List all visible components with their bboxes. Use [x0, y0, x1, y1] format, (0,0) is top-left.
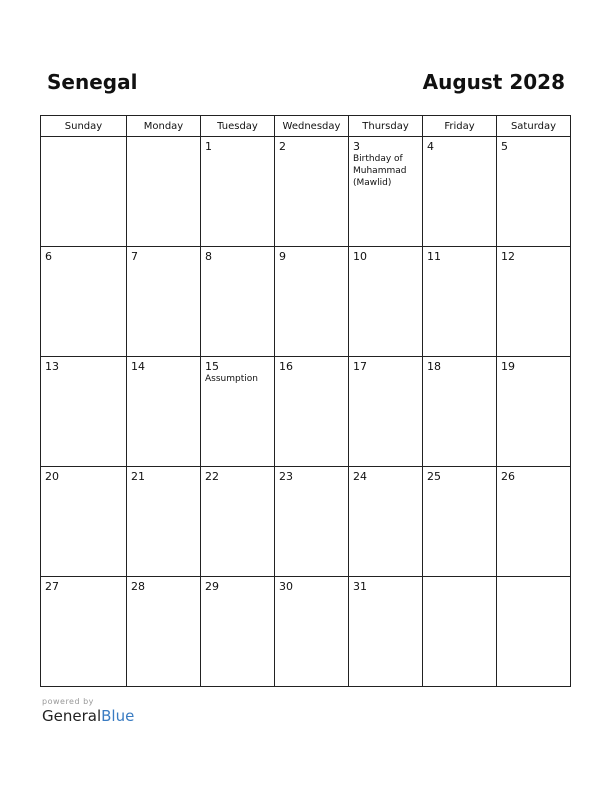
day-number: 2 [279, 140, 286, 153]
day-cell [349, 467, 423, 577]
day-number: 17 [353, 360, 367, 373]
day-cell [497, 137, 571, 247]
day-cell [275, 467, 349, 577]
holiday-label: Assumption [205, 374, 258, 384]
day-number: 1 [205, 140, 212, 153]
day-number: 28 [131, 580, 145, 593]
weekday-friday: Friday [423, 116, 497, 137]
calendar-grid [40, 115, 571, 687]
day-number: 8 [205, 250, 212, 263]
weekday-wednesday: Wednesday [275, 116, 349, 137]
holiday-label: Birthday of Muhammad (Mawlid) [353, 154, 407, 188]
day-cell [349, 137, 423, 247]
weekday-monday: Monday [127, 116, 201, 137]
day-number: 10 [353, 250, 367, 263]
day-number: 29 [205, 580, 219, 593]
day-cell [423, 357, 497, 467]
brand-logo[interactable] [42, 707, 134, 725]
day-number: 6 [45, 250, 52, 263]
day-number: 9 [279, 250, 286, 263]
day-number: 12 [501, 250, 515, 263]
day-cell [127, 357, 201, 467]
day-number: 30 [279, 580, 293, 593]
day-number: 24 [353, 470, 367, 483]
weekday-sunday: Sunday [41, 116, 127, 137]
day-number: 26 [501, 470, 515, 483]
day-cell [497, 247, 571, 357]
day-number: 31 [353, 580, 367, 593]
brand-name-blue: Blue [101, 707, 135, 725]
weekday-thursday: Thursday [349, 116, 423, 137]
day-cell [497, 467, 571, 577]
day-cell [41, 137, 127, 247]
day-number: 15 [205, 360, 219, 373]
day-cell [423, 467, 497, 577]
day-cell [275, 137, 349, 247]
day-number: 27 [45, 580, 59, 593]
week-row [41, 467, 571, 577]
day-number: 5 [501, 140, 508, 153]
day-cell [349, 577, 423, 687]
day-cell [497, 357, 571, 467]
weekday-tuesday: Tuesday [201, 116, 275, 137]
week-row [41, 357, 571, 467]
day-cell [201, 467, 275, 577]
day-cell [349, 357, 423, 467]
day-cell [423, 137, 497, 247]
day-cell [41, 247, 127, 357]
day-number: 25 [427, 470, 441, 483]
day-number: 11 [427, 250, 441, 263]
day-number: 4 [427, 140, 434, 153]
country-title: Senegal [47, 70, 138, 94]
day-cell [423, 247, 497, 357]
day-cell [275, 247, 349, 357]
day-cell [127, 137, 201, 247]
day-cell [127, 467, 201, 577]
day-cell [201, 577, 275, 687]
day-cell [423, 577, 497, 687]
day-cell [201, 137, 275, 247]
day-number: 7 [131, 250, 138, 263]
powered-by-text: powered by [42, 697, 94, 706]
day-cell [41, 357, 127, 467]
day-cell [41, 577, 127, 687]
day-cell [349, 247, 423, 357]
day-cell [497, 577, 571, 687]
day-number: 16 [279, 360, 293, 373]
day-cell [127, 247, 201, 357]
day-cell [275, 357, 349, 467]
weekday-header-row [41, 116, 571, 137]
day-number: 19 [501, 360, 515, 373]
day-cell [275, 577, 349, 687]
day-number: 23 [279, 470, 293, 483]
day-cell [201, 247, 275, 357]
footer-branding [42, 697, 134, 725]
day-cell [201, 357, 275, 467]
day-number: 3 [353, 140, 360, 153]
month-title: August 2028 [422, 70, 565, 94]
week-row [41, 137, 571, 247]
week-row [41, 577, 571, 687]
day-cell [127, 577, 201, 687]
weekday-saturday: Saturday [497, 116, 571, 137]
week-row [41, 247, 571, 357]
day-number: 20 [45, 470, 59, 483]
calendar-header [0, 0, 612, 110]
brand-name-general: General [42, 707, 102, 725]
day-number: 21 [131, 470, 145, 483]
day-cell [41, 467, 127, 577]
day-number: 18 [427, 360, 441, 373]
day-number: 22 [205, 470, 219, 483]
day-number: 14 [131, 360, 145, 373]
day-number: 13 [45, 360, 59, 373]
